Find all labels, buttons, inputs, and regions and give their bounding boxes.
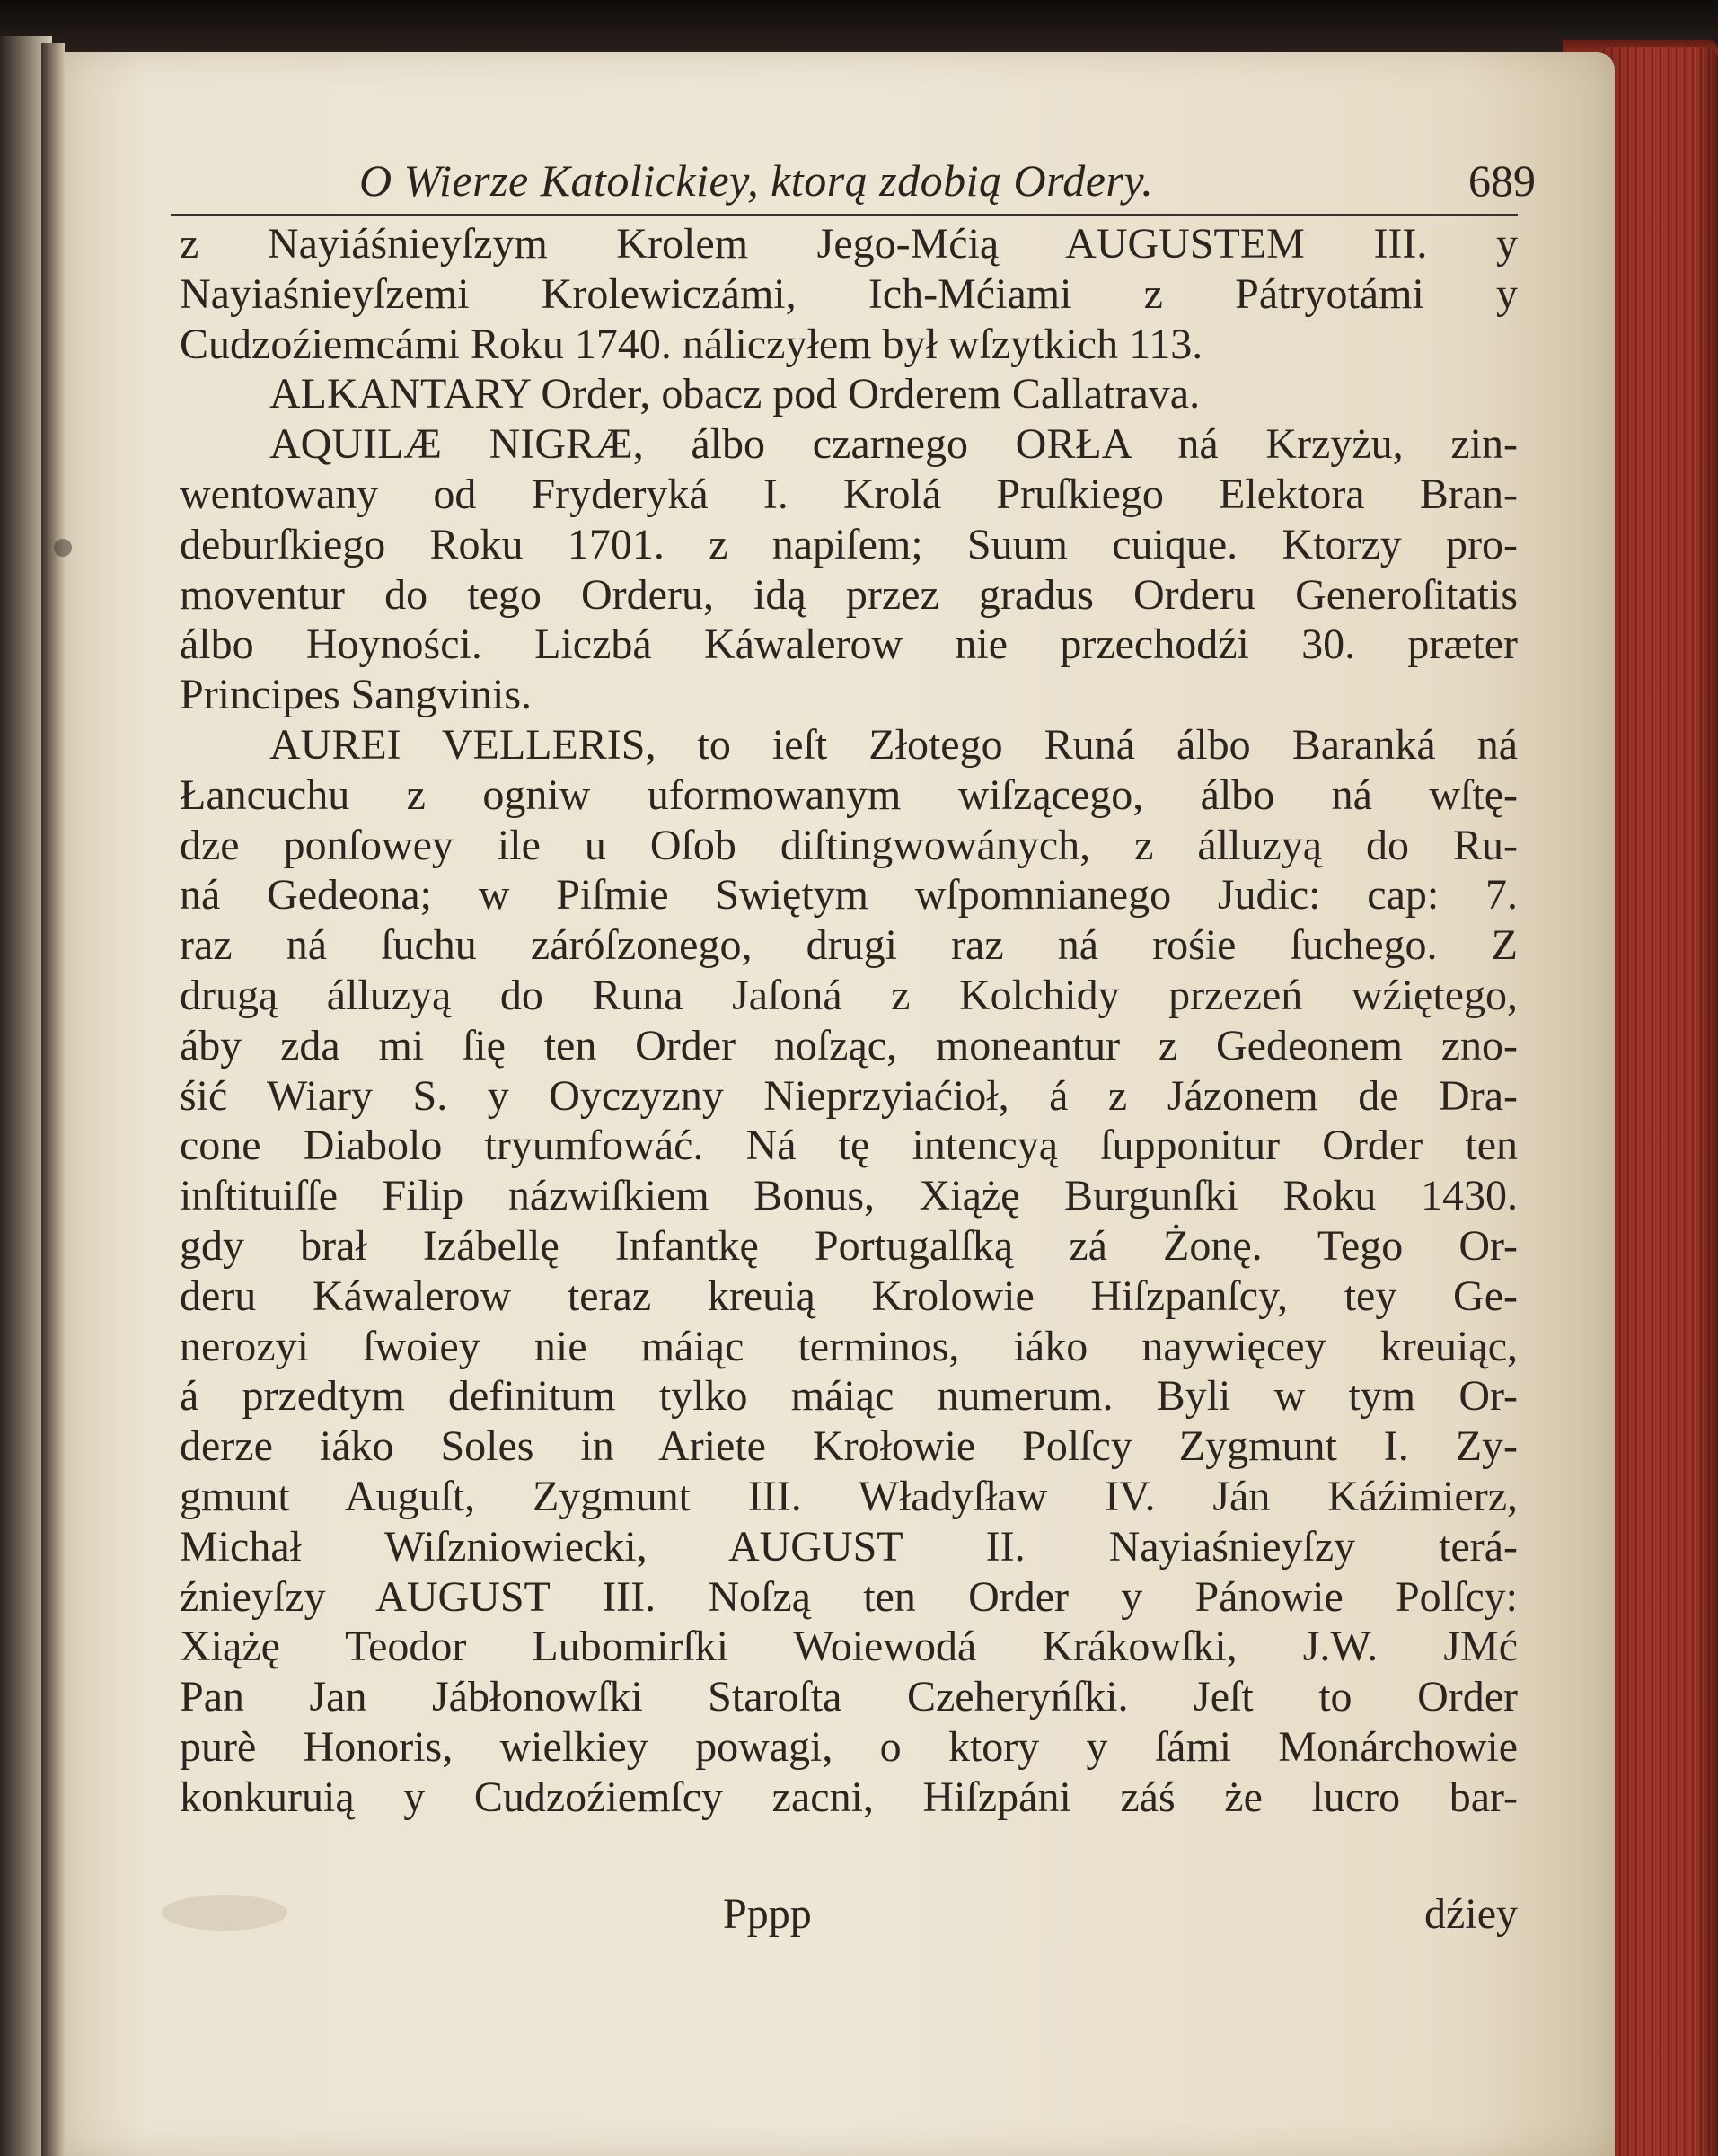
text-line: wentowany od Fryderyká I. Krolá Pruſkiego Elektora Bran- (180, 470, 1518, 518)
text-line: cone Diabolo tryumfowáć. Ná tę intencyą ſupponitur Order ten (180, 1122, 1518, 1170)
text-line: z Nayiáśnieyſzym Krolem Jego-Mćią AUGUSTEM III. y (180, 220, 1518, 268)
text-line: moventur do tego Orderu, idą przez gradus Orderu Generoſitatis (180, 570, 1518, 619)
text-line: AQUILÆ NIGRÆ, álbo czarnego ORŁA ná Krzyżu, zin- (269, 420, 1518, 469)
page-number: 689 (1468, 155, 1536, 206)
text-line: á przedtym definitum tylko máiąc numerum. Byli w tym Or- (180, 1372, 1518, 1421)
text-line: deru Káwalerow teraz kreuią Krolowie Hiſzpanſcy, tey Ge- (180, 1272, 1518, 1320)
text-line: gmunt Auguſt, Zygmunt III. Władyſław IV. Ján Káźimierz, (180, 1472, 1518, 1520)
red-edge-shade (1599, 47, 1718, 2156)
text-line: ná Gedeona; w Piſmie Swiętym wſpomnianego Judic: cap: 7. (180, 871, 1518, 920)
text-line: Michał Wiſzniowiecki, AUGUST II. Nayiaśnieyſzy terá- (180, 1522, 1518, 1571)
text-line: Cudzoźiemcámi Roku 1740. náliczyłem był wſzytkich 113. (180, 320, 1203, 368)
text-line: konkuruią y Cudzoźiemſcy zacni, Hiſzpáni záś że lucro bar- (180, 1773, 1518, 1821)
catchword: dźiey (1424, 1890, 1518, 1938)
text-line: śić Wiary S. y Oyczyzny Nieprzyiaćioł, á z Jázonem de Dra- (180, 1071, 1518, 1120)
text-line: derze iáko Soles in Ariete Krołowie Polſcy Zygmunt I. Zy- (180, 1422, 1518, 1471)
text-line: drugą álluzyą do Runa Jaſoná z Kolchidy przezeń wźiętego, (180, 971, 1518, 1019)
text-line: Xiążę Teodor Lubomirſki Woiewodá Krákowſki, J.W. JMć (180, 1623, 1518, 1671)
header-rule (171, 214, 1518, 216)
body-text (180, 219, 1545, 1823)
text-line: nerozyi ſwoiey nie máiąc terminos, iáko naywięcey kreuiąc, (180, 1322, 1518, 1370)
text-line: raz ná ſuchu záróſzonego, drugi raz ná rośie ſuchego. Z (180, 921, 1518, 970)
text-line: Nayiaśnieyſzemi Krolewiczámi, Ich-Mćiami z Pátryotámi y (180, 269, 1518, 318)
page-footer (180, 1889, 1518, 1943)
gutter (41, 43, 65, 2156)
text-line: purè Honoris, wielkiey powagi, o ktory y ſámi Monárchowie (180, 1722, 1518, 1771)
page-header (171, 154, 1536, 217)
text-line: gdy brał Izábellę Infantkę Portugalſką zá Żonę. Tego Or- (180, 1221, 1518, 1270)
book-top-edge (0, 0, 1718, 56)
text-line: Łancuchu z ogniw uformowanym wiſzącego, álbo ná wſtę- (180, 770, 1518, 819)
signature-mark: Pppp (723, 1890, 812, 1938)
text-line: Pan Jan Jábłonowſki Staroſta Czeheryńſki. Jeſt to Order (180, 1673, 1518, 1721)
text-line: dze ponſowey ile u Oſob diſtingwowánych, z álluzyą do Ru- (180, 821, 1518, 869)
running-title: O Wierze Katolickiey, ktorą zdobią Ordery. (359, 155, 1154, 206)
text-line: źnieyſzy AUGUST III. Noſzą ten Order y Pánowie Polſcy: (180, 1572, 1518, 1621)
text-line: deburſkiego Roku 1701. z napiſem; Suum cuique. Ktorzy pro- (180, 520, 1518, 568)
text-line: AUREI VELLERIS, to ieſt Złotego Runá álbo Baranká ná (269, 720, 1518, 769)
text-line: inſtituiſſe Filip názwiſkiem Bonus, Xiążę Burgunſki Roku 1430. (180, 1172, 1518, 1220)
text-line: Principes Sangvinis. (180, 671, 532, 719)
text-line: áby zda mi ſię ten Order noſząc, moneantur z Gedeonem zno- (180, 1021, 1518, 1069)
text-line: ALKANTARY Order, obacz pod Orderem Callatrava. (269, 370, 1201, 418)
paper-spot (54, 539, 72, 557)
text-line: álbo Hoyności. Liczbá Káwalerow nie przechodźi 30. præter (180, 620, 1518, 669)
